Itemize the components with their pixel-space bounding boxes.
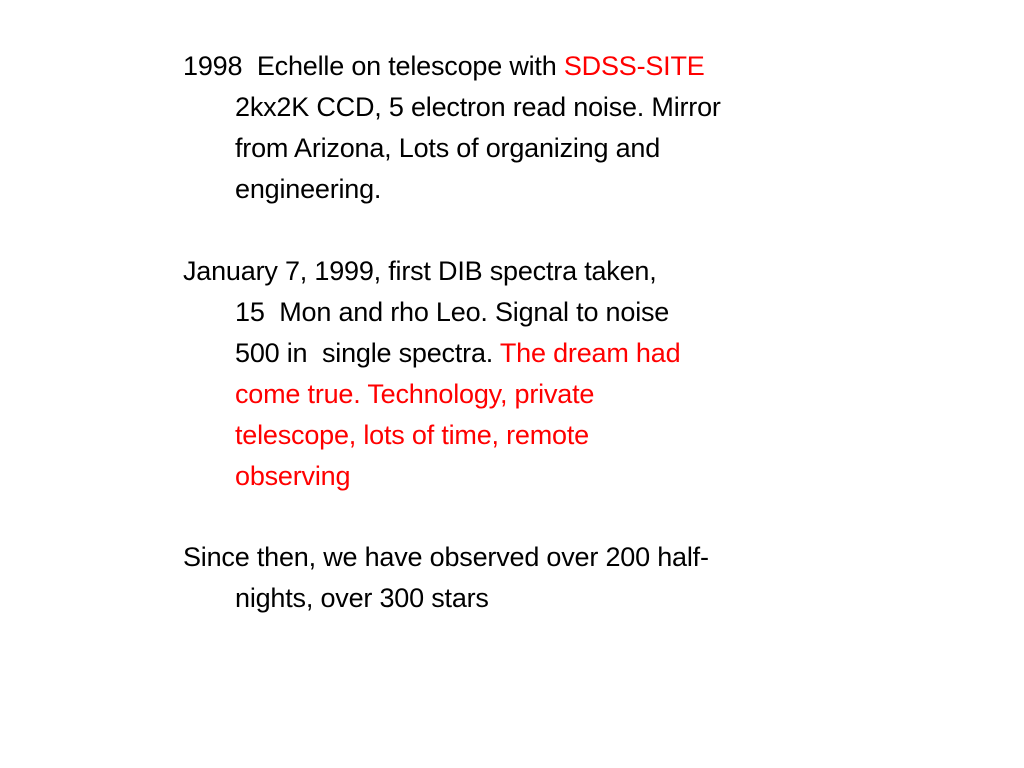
text-line [183,333,823,374]
text-run: 500 in single spectra. [235,338,500,368]
text-line [183,87,823,128]
text-run: 2kx2K CCD, 5 electron read noise. Mirror [235,92,721,122]
text-line [183,251,823,292]
paragraph-1998-echelle [183,46,823,210]
text-run: 1998 Echelle on telescope with [183,51,564,81]
text-line [183,169,823,210]
text-run: Since then, we have observed over 200 half- [183,542,709,572]
text-run: nights, over 300 stars [235,583,489,613]
text-run: from Arizona, Lots of organizing and [235,133,661,163]
text-line [183,537,823,578]
text-line [183,292,823,333]
paragraph-observations-since [183,537,823,619]
text-run: January 7, 1999, first DIB spectra taken, [183,256,657,286]
highlight-run: The dream had [499,338,681,368]
text-run: engineering. [235,174,382,204]
text-line [183,374,823,415]
text-run: 15 Mon and rho Leo. Signal to noise [235,297,670,327]
text-line [183,578,823,619]
text-line [183,128,823,169]
text-line [183,46,823,87]
highlight-run: telescope, lots of time, remote [235,420,589,450]
highlight-run: come true. Technology, private [235,379,595,409]
text-line [183,456,823,497]
highlight-run: SDSS-SITE [563,51,705,81]
text-line [183,415,823,456]
highlight-run: observing [235,461,351,491]
paragraph-first-dib-spectra [183,251,823,497]
